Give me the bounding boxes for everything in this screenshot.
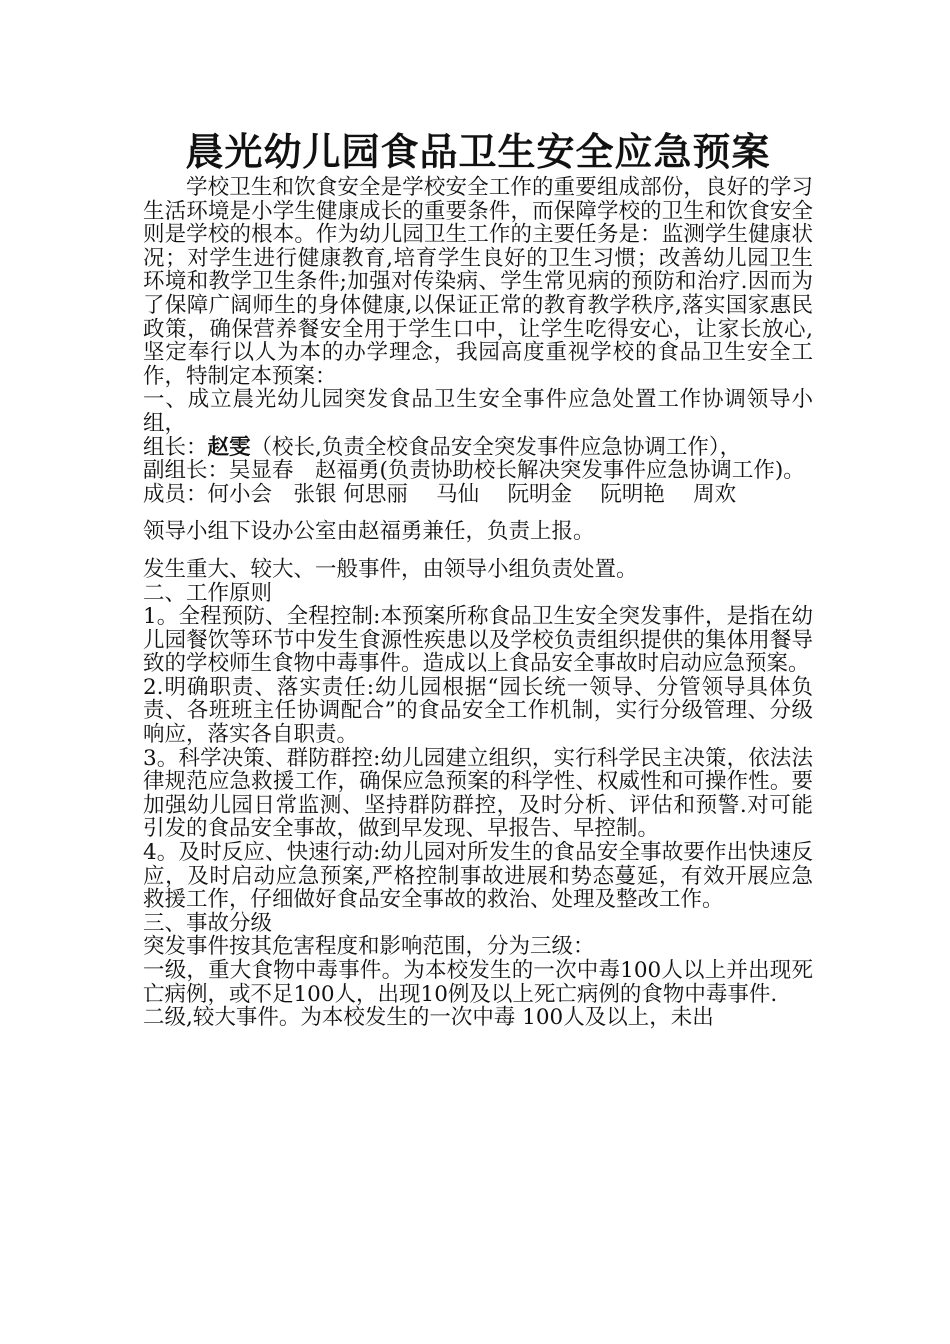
section1-heading: 一、成立晨光幼儿园突发食品卫生安全事件应急处置工作协调领导小组，	[143, 387, 813, 436]
principle-1: 1。全程预防、全程控制:本预案所称食品卫生安全突发事件，是指在幼儿园餐饮等环节中发生食源性疾患以及学校负责组织提供的集体用餐导致的学校师生食物中毒事件。造成以上食品安全事故时启动应急预案。	[143, 604, 813, 677]
handling-line: 发生重大、较大、一般事件，由领导小组负责处置。	[143, 556, 638, 582]
document-title: 晨光幼儿园食品卫生安全应急预案	[185, 130, 771, 174]
principle-4: 4。及时反应、快速行动:幼儿园对所发生的食品安全事故要作出快速反应，及时启动应急预案,严格控制事故进展和势态蔓延，有效开展应急救援工作，仔细做好食品安全事故的救治、处理及整改工作。	[143, 840, 813, 913]
principle-2: 2.明确职责、落实责任:幼儿园根据“园长统一领导、分管领导具体负责、各班班主任协调配合”的食品安全工作机制，实行分级管理、分级响应，落实各自职责。	[143, 674, 813, 748]
intro-paragraph: 学校卫生和饮食安全是学校安全工作的重要组成部份，良好的学习生活环境是小学生健康成长的重要条件，而保障学校的卫生和饮食安全则是学校的根本。作为幼儿园卫生工作的主要任务是：监测学生健康状况；对学生进行健康教育,培育学生良好的卫生习惯；改善幼儿园卫生环境和教学卫生条件;加强对传染病、学生常见病的预防和治疗.因而为了保障广阔师生的身体健康,以保证正常的教育教学秩序,落实国家惠民政策，确保营养餐安全用于学生口中，让学生吃得安心，让家长放心,坚定奉行以人为本的办学理念，我园高度重视学校的食品卫生安全工作，特制定本预案：	[143, 175, 813, 389]
level-1: 一级，重大食物中毒事件。为本校发生的一次中毒100人以上并出现死亡病例，或不足100人，出现10例及以上死亡病例的食物中毒事件.	[143, 958, 813, 1007]
document-page	[143, 128, 813, 1030]
office-line: 领导小组下设办公室由赵福勇兼任，负责上报。	[143, 519, 595, 545]
section2-heading: 二、工作原则	[143, 580, 273, 606]
leader-line	[143, 436, 813, 460]
level-2: 二级,较大事件。为本校发生的一次中毒 100人及以上，未出	[143, 1005, 714, 1031]
leader-label: 组长：	[143, 434, 208, 460]
vice-leaders-line: 副组长：吴显春 赵福勇(负责协助校长解决突发事件应急协调工作)。	[143, 458, 805, 484]
section3-heading: 三、事故分级	[143, 910, 273, 936]
leader-role: （校长,负责全校食品安全突发事件应急协调工作），	[250, 434, 742, 460]
leader-name: 赵雯	[207, 434, 251, 460]
grading-intro: 突发事件按其危害程度和影响范围，分为三级：	[143, 934, 595, 960]
principle-3: 3。科学决策、群防群控:幼儿园建立组织，实行科学民主决策，依法法律规范应急救援工作，确保应急预案的科学性、权威性和可操作性。要加强幼儿园日常监测、坚持群防群控，及时分析、评估和预警.对可能引发的食品安全事故，做到早发现、早报告、早控制。	[143, 745, 813, 842]
members-line: 成员：何小会 张银 何思丽 马仙 阮明金 阮明艳 周欢	[143, 481, 737, 507]
